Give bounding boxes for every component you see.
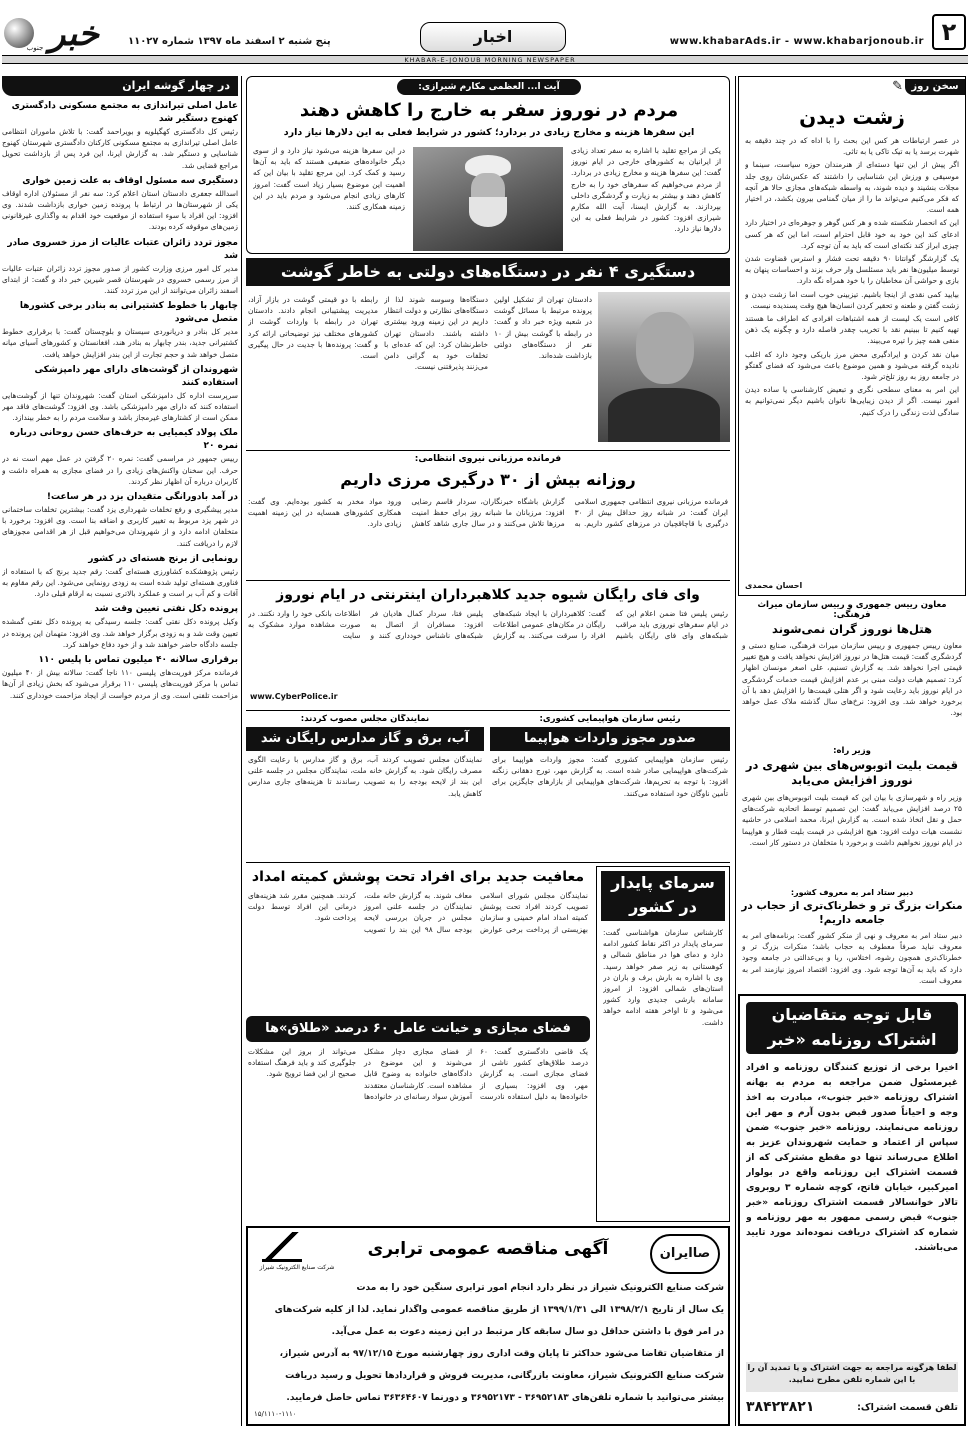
- subscription-footer: لطفا هرگونه مراجعه به جهت اشتراک و یا تمدید آن را با این شماره تلفن مطرح نمایید.: [746, 1362, 958, 1392]
- left-item-title: پرونده دکل نفتی تعیین وقت شد: [94, 604, 238, 615]
- left-item-body: وکیل پرونده دکل نفتی گفت: جلسه رسیدگی به پرونده دکل نفتی گمشده تعیین وقت شد و به زودی برگزار خواهد شد. وی افزود: متهمان این پرونده در جلسه دادگاه حاضر خواهند شد و از خود دفاع خواهند کرد.: [2, 617, 238, 649]
- tender-company: شرکت صنایع الکترونیک شیراز: [259, 1264, 335, 1271]
- tender-line6: بیشتر می‌توانید با شماره تلفن‌های ۳۶۹۵۲۱۸۳ - ۳۶۹۵۲۱۷۳ و دورنما ۳۶۳۶۴۶۰۷ تماس حاصل فرمایید.: [286, 1393, 724, 1403]
- left-item-title: مجوز تردد زائران عتبات عالیات از مرز خسروی صادر شد: [7, 237, 238, 261]
- date-issue: پنج شنبه ۲ اسفند ماه ۱۳۹۷ شماره ۱۱۰۲۷: [128, 36, 331, 47]
- hotels-kicker: معاون رییس جمهوری و رییس سازمان میراث فرهنگی:: [757, 600, 947, 620]
- subscription-box: [738, 994, 966, 1426]
- sokhan-p1: در عصر ارتباطات هر کس این بحث را با اداه که در چند دقیقه به شهرت برسد یا به تیک تاکی یا به تاثی.: [745, 136, 959, 157]
- arrest-col2: دستگاه‌ها وسوسه شوند لذا از دستگاه‌های نظارتی و دولت انتظار داریم در این زمینه ورود بیشتری داشته باشند. دادستان تهران خاطرنشان کرد: این که عده‌ای با تخلفات خود به گرانی دامن می‌زنند پذیرفتنی نیست.: [384, 295, 488, 372]
- sokhan-body: [745, 135, 959, 577]
- logo: [2, 14, 120, 56]
- schools-title: آب، برق و گاز مدارس رایگان شد: [246, 727, 484, 751]
- feather-icon: ✎: [892, 79, 903, 94]
- sokhan-title: زشت دیدن: [799, 105, 905, 129]
- subscription-phone: ۳۸۴۲۳۸۲۱: [746, 1399, 815, 1415]
- sokhan-header: [739, 77, 965, 97]
- logo-small: جنوب: [26, 44, 44, 52]
- left-item-body: رییس جمهور در مراسمی گفت: نمره ۲۰ گرفتن در عمل مهم است نه در حرف. این سخنان واکنش‌های زیادی را در فضای مجازی به همراه داشت و کاربران درباره آن اظهار نظر کردند.: [2, 454, 238, 486]
- tender-title: آگهی مناقصه عمومی ترابری: [367, 1239, 609, 1259]
- border-kicker: فرمانده مرزبانی نیروی انتظامی:: [414, 454, 562, 464]
- left-item-body: مدیر کل بنادر و دریانوردی سیستان و بلوچستان گفت: با برقراری خطوط کشتیرانی جدید، بندر چابهار به بنادر هند، افغانستان و کشورهای آسیای میانه متصل خواهد شد و حجم تجارت از این بندر افزایش خواهد یافت.: [2, 327, 238, 359]
- left-item-title: شهروندان از گوشت‌های دارای مهر دامپزشکی استفاده کنند: [34, 364, 238, 388]
- sokhan-p4: یک گزارشگر گوانتانا ۹۰ دقیقه تحت فشار و استرس قضاوت شدن توسط میلیون‌ها نفر باید مسئلسل وار حرف بزند و احساسات پنهان به بازی و حواشی آن مخاطبان را با خود همراه نگه دارد.: [745, 254, 959, 286]
- insurance-title: معافیت جدید برای افراد تحت پوشش کمیته امداد: [251, 869, 585, 885]
- sokhan-author: احسان محمدی: [745, 581, 803, 590]
- divorce-body: یک قاضی دادگستری گفت: ۶۰ درصد طلاق‌های کشور ناشی از فضای مجازی است. به گزارش مهر، وی افزود: بسیاری از خانواده‌ها به دلیل استفاده نادرست از فضای مجازی دچار مشکل می‌شوند و این موضوع در دادگاه‌های خانواده به وضوح قابل مشاهده است. کارشناسان معتقدند آموزش سواد رسانه‌ای در خانواده‌ها می‌تواند از بروز این مشکلات جلوگیری کند و باید فرهنگ استفاده صحیح از این فضا ترویج شود.: [248, 1047, 588, 1101]
- sokhan-rooz-box: [738, 76, 966, 596]
- tender-line1: شرکت صنایع الکترونیک شیراز در نظر دارد انجام امور ترابری سنگین خود را به مدت: [356, 1283, 724, 1293]
- sokhan-p7: میان نقد کردن و ایرادگیری محض مرز باریکی وجود دارد که اغلب نادیده گرفته می‌شود و همین موضوع باعث می‌شود که فضای گفتگو در جامعه روز به روز تلخ‌تر شود.: [745, 349, 959, 382]
- sokhan-p8: این امر به معنای سطحی نگری و تبعیض کارشناسی یا ساده دیدن امور نیست. اگر از دیدن زیبایی‌ها ناتوان باشیم دیگر نمی‌توانیم به سادگی لذت زندگی را درک کنیم.: [745, 385, 959, 417]
- bus-kicker: وزیر راه:: [833, 746, 871, 756]
- travel-col1: یکی از مراجع تقلید با اشاره به سفر تعداد زیادی از ایرانیان به کشورهای خارجی در ایام نوروز گفت: این سفرها هزینه و مخارج زیادی در بردارد. از مردم می‌خواهیم که سفرهای خود را به خارج کاهش دهند و بیشتر به زیارت و گردشگری داخلی بپردازند. به گزارش ایسنا، آیت الله مکارم شیرازی افزود: کشور در شرایط فعلی به این دلارها نیاز دارد.: [571, 146, 721, 234]
- hijab-title: منکرات بزرگ تر و خطرناک‌تری از حجاب در جامعه داریم!: [741, 900, 963, 926]
- bus-title: قیمت بلیت اتوبوس‌های بین شهری در نوروز افزایش می‌یابد: [745, 758, 959, 787]
- tender-line2: یک سال از تاریخ ۱۳۹۸/۲/۱ الی ۱۳۹۹/۱/۳۱ از طریق مناقصه عمومی واگذار نماید. لذا از کلیه شرکت‌های: [274, 1305, 724, 1315]
- left-item-body: رئیس کل دادگستری کهگیلویه و بویراحمد گفت: با تلاش ماموران انتظامی عامل اصلی تیراندازی به مجتمع مسکونی کارکنان دادگستری شهرستان کهنوج شناسایی و دستگیر شد. به گزارش ایرنا، این فرد پس از بازداشت تحویل مراجع قضایی شد.: [2, 127, 238, 170]
- beard-shape: [469, 197, 507, 227]
- tender-line3: در امر فوق با داشتن حداقل دو سال سابقه کار مرتبط در این زمینه دعوت به عمل می‌آید.: [331, 1327, 724, 1337]
- section-title: اخبار: [473, 27, 513, 46]
- travel-title: مردم در نوروز سفر به خارج را کاهش دهند: [299, 100, 679, 121]
- left-item-body: مدیر کل امور مرزی وزارت کشور از صدور مجوز تردد زائران عتبات عالیات از مرز رسمی خسروی در شهرستان قصر شیرین خبر داد و گفت: از ابتدای اسفند زائران می‌توانند از این مرز تردد کنند.: [2, 263, 238, 296]
- schools-body: نمایندگان مجلس تصویب کردند آب، برق و گاز مدارس با رعایت الگوی مصرف رایگان شود. به گزارش خانه ملت، نمایندگان مجلس در جلسه علنی این بند از لایحه بودجه را به تصویب رساندند تا هزینه‌های جاری مدارس کاهش یابد.: [248, 755, 482, 798]
- left-item-title: دستگیری سه مسئول اوقاف به علت زمین خواری: [22, 175, 238, 186]
- tender-code: ۱۵/۱۱۱۰-۱۱۱۰: [254, 1410, 297, 1418]
- left-item-title: عامل اصلی تیراندازی به مجتمع مسکونی دادگستری کهنوج دستگیر شد: [11, 101, 238, 124]
- schools-article: [246, 714, 484, 860]
- left-item-body: فرمانده مرکز فوریت‌های پلیسی ۱۱۰ ناجا گفت: سالانه بیش از ۴۰ میلیون تماس با مرکز فوریت‌های پلیسی ۱۱۰ برقرار می‌شود که بخش زیادی از آن‌ها مزاحمت تلفنی است. وی از مردم خواست از ایجاد مزاحمت خودداری کنند.: [2, 668, 238, 700]
- column-divider: [735, 76, 736, 1426]
- wifi-title: وای فای رایگان شیوه جدید کلاهبرداران اینترنتی در ایام نوروز: [276, 587, 700, 603]
- english-name: KHABAR-E-JONOUB MORNING NEWSPAPER: [404, 56, 576, 64]
- divider-line: [246, 862, 730, 863]
- left-item-body: سرپرست اداره کل دامپزشکی استان گفت: شهروندان تنها از گوشت‌هایی استفاده کنند که دارای مهر دامپزشکی باشد. وی افزود: گوشت‌های فاقد مهر ممکن است از کشتارهای غیرمجاز باشد و سلامت مردم را به خطر بیندازد.: [2, 390, 238, 423]
- sokhan-label: سخن روز: [905, 79, 965, 95]
- left-item-title: ملک پولاد کیمیایی به حرف‌های حسن روحانی درباره نمره ۲۰: [9, 428, 238, 452]
- site-urls: www.khabarAds.ir - www.khabarjonoub.ir: [669, 36, 924, 47]
- company-logo-icon: [262, 1232, 302, 1262]
- subscription-title: قابل توجه متقاضیان اشتراک روزنامه «خبر: [746, 1002, 958, 1054]
- border-title: روزانه بیش از ۳۰ درگیری مرزی داریم: [340, 470, 636, 489]
- cleric-photo: [413, 147, 563, 251]
- sokhan-p5: بیایید کمی نقدی از اینجا باشیم. تیزبینی خوب است اما زشت دیدن و زشت گفتن و طعنه و تحقیر کردن انسان‌ها هیچ وقت پسندیده نیست.: [745, 289, 959, 310]
- left-item-title: در آمد بادورانگی متقیدان بزد در هر ساعت!: [46, 492, 238, 503]
- left-item-title: برقراری سالانه ۴۰ میلیون تماس با پلیس ۱۱۰: [38, 655, 238, 666]
- divider-line: [246, 450, 730, 451]
- left-item-body: اسدالله جعفری دادستان استان اعلام کرد: سه نفر از مسئولان اداره اوقاف یکی از شهرستان‌ها در ارتباط با پرونده زمین خواری بازداشت شدند. وی افزود: این افراد با سوء استفاده از موقعیت خود اقدام به واگذاری غیرقانونی زمین‌های موقوفه کرده بودند.: [2, 188, 238, 232]
- border-body: فرمانده مرزبانی نیروی انتظامی جمهوری اسلامی ایران گفت: در شبانه روز حداقل بیش از ۳۰ درگیری با قاچاقچیان در مرزهای کشور داریم. به گزارش باشگاه خبرنگاران، سردار قاسم رضایی افزود: مرزبانان ما شبانه روز برای حفظ امنیت مرزها تلاش می‌کنند و در سال جاری شاهد کاهش ورود مواد مخدر به کشور بوده‌ایم. وی گفت: همکاری کشورهای همسایه در این زمینه اهمیت زیادی دارد.: [248, 497, 728, 529]
- page-number: ۲: [941, 18, 957, 46]
- travel-kicker: آیت ا... العظمی مکارم شیرازی:: [397, 79, 581, 95]
- tender-logo: صاایران: [659, 1246, 711, 1261]
- divider-line: [246, 580, 730, 581]
- column-divider: [241, 76, 242, 1426]
- bus-body: وزیر راه و شهرسازی با بیان این که قیمت بلیت اتوبوس‌های بین شهری ۲۵ درصد افزایش می‌یابد گفت: این تصمیم توسط اتحادیه شرکت‌های حمل و نقل اتخاذ شده است. به گزارش ایرنا، محمد اسلامی در حاشیه نشست هیات دولت افزود: هیچ افزایشی در قیمت بلیت قطار و هواپیما در ایام نوروز نخواهیم داشت و برخورد با متخلفان در دستور کار است.: [742, 793, 962, 847]
- divorce-title: فضای مجازی و خیانت عامل ۶۰ درصد «طلاق»ها: [246, 1016, 590, 1042]
- hotels-body: معاون رییس جمهوری و رییس سازمان میراث فرهنگی، صنایع دستی و گردشگری گفت: قیمت هتل‌ها در نوروز افزایش نخواهد یافت و هیچ تغییر قیمتی اجرا نخواهد شد. به گزارش تسنیم، علی اصغر مونسان اظهار کرد: تصمیم هیات دولت مبنی بر عدم افزایش قیمت خدمات گردشگری در ایام نوروز باید رعایت شود و اگر هتلی قیمت‌ها را افزایش دهد با آن برخورد خواهد شد. وی افزود: نرخ‌های سال گذشته ملاک عمل خواهد بود.: [742, 641, 962, 718]
- subscription-body: اخیرا برخی از توزیع کنندگان روزنامه و افراد غیرمسئول ضمن مراجعه به مردم به بهانه اشتراک روزنامه «خبر جنوب»، مبادرت به اخذ وجه و احیاناً صدور قبض بدون آرم و مهر این روزنامه می‌نمایند. روزنامه «خبر جنوب» ضمن سپاس از اعتماد و حمایت شهروندان عزیز به اطلاع می‌رساند تنها دو مقطع مشترکی که از قسمت اشتراک این روزنامه واقع در بولوار امیرکبیر، خیابان فاتح، کوچه شماره ۳ روبروی تالار خوانسالار قسمت اشتراک روزنامه «خبر جنوب» قبض رسمی ممهور به مهر روزنامه و شماره کد اشتراک دریافت نموده‌اند مورد تایید می‌باشند.: [746, 1062, 958, 1253]
- hijab-kicker: دبیر ستاد امر به معروف کشور:: [790, 888, 914, 897]
- sokhan-p2: اگر پیش از این تنها دسته‌ای از هنرمندان حوزه سیاست، سینما و موسیقی و ورزش این شناسایی را داشتند که عکس‌شان روی جلد مجلات بنشیند و دیده شوند، به واسطه شبکه‌های مجازی حالا هر آنچه که فکر می‌کنیم می‌تواند ما را از میان گمنامی بیرون بکشد، در اختیار همه است.: [745, 160, 959, 215]
- left-column-header: در چهار گوشه ایران: [2, 76, 238, 96]
- cold-body: کارشناس سازمان هواشناسی گفت: سرمای پایدار در اکثر نقاط کشور ادامه دارد و دمای هوا در مناطق شمالی و کوهستانی به زیر صفر خواهد رسید. وی با اشاره به بارش برف و باران در استان‌های شمالی افزود: از امروز سامانه بارشی جدیدی وارد کشور می‌شود و تا اواخر هفته ادامه خواهد داشت.: [603, 928, 723, 1027]
- sokhan-p6: کافی است یک لیست از همه اشتباهات افرادی که اطراف ما هستند تهیه کنیم تا ببینیم نقد با تخریب چقدر فاصله دارد و چگونه یک ذهن منفی همه چیز را تیره می‌بیند.: [745, 314, 959, 346]
- tender-line5: شرکت صنایع الکترونیک شیراز، معاونت بازرگانی، مدیریت فروش و قراردادها تحویل و رسید دریافت: [285, 1371, 724, 1381]
- masthead: [0, 0, 970, 76]
- tender-line4: از متقاضیان تقاضا می‌شود حداکثر تا پایان وقت اداری روز چهارشنبه مورخ ۹۷/۱۲/۱۵ به آدرس شیراز،: [279, 1349, 724, 1359]
- airplane-body: رئیس سازمان هواپیمایی کشوری گفت: مجوز واردات هواپیما برای شرکت‌های هواپیمایی صادر شده است. به گزارش مهر، تورج دهقانی زنگنه افزود: با توجه به تحریم‌ها، شرکت‌های هواپیمایی از بازارهای جایگزین برای تأمین ناوگان خود استفاده می‌کنند.: [492, 755, 728, 798]
- suit-shape: [608, 388, 720, 442]
- divider-line: [246, 710, 730, 711]
- cyberpolice-site: www.CyberPolice.ir: [250, 692, 338, 701]
- arrest-col1: دادستان تهران از تشکیل اولین پرونده مرتبط با مسائل گوشت در شعبه ویژه خبر داد و گفت: در رابطه با گوشت بیش از ۱۰ نفر از دستگاه‌های دولتی بازداشت شده‌اند.: [494, 295, 592, 361]
- left-item-body: رئیس پژوهشکده کشاورزی هسته‌ای گفت: رقم جدید برنج که با استفاده از فناوری هسته‌ای تولید شده است به زودی رونمایی می‌شود. این رقم مقاوم به آفات و کم آب بر است و عملکرد بالاتری نسبت به ارقام قبلی دارد.: [2, 566, 238, 599]
- travel-subtitle: این سفرها هزینه و مخارج زیادی در بردارد؛ کشور در شرایط فعلی به این دلارها نیاز دارد: [283, 127, 695, 138]
- arrest-title: دستگیری ۴ نفر در دستگاه‌های دولتی به خاطر گوشت: [246, 258, 730, 286]
- airplane-article: [490, 714, 730, 860]
- travel-col2: در این سفرها هزینه می‌شود نیاز دارد و از سوی دیگر خانواده‌های ضعیفی هستند که باید به آن‌ها رسید و کمک کرد. این مرجع تقلید با بیان این که اهمیت این موضوع بسیار زیاد است گفت: امروز کارهای زیادی انجام می‌شود و مردم باید در این زمینه همکاری کنند.: [253, 146, 405, 212]
- subscription-phone-label: تلفن قسمت اشتراک:: [857, 1402, 958, 1413]
- left-column: [2, 76, 238, 1426]
- logo-text: خبر: [48, 14, 100, 54]
- cold-title: سرمای پایدار در کشور: [601, 871, 725, 921]
- sokhan-p3: این که انحصار شکسته شده و هر کس گوهر و جوهره‌ای در اختیار دارد ادعای کند این خود به خود قابل احترام است، اما این که هر کسی چیزی ابراز کند نکته‌ای است که باید به آن توجه کرد.: [745, 218, 959, 250]
- prosecutor-photo: [598, 292, 730, 442]
- airplane-kicker: رئیس سازمان هواپیمایی کشوری:: [539, 714, 681, 724]
- hijab-article: [738, 888, 966, 988]
- wifi-body: رئیس پلیس فتا ضمن اعلام این که در ایام سفرهای نوروزی باید مراقب شبکه‌های وای فای رایگان باشیم گفت: کلاهبرداران با ایجاد شبکه‌های رایگان در مکان‌های عمومی اطلاعات افراد را سرقت می‌کنند. به گزارش پلیس فتا، سردار کمال هادیان فر افزود: مسافران از اتصال به شبکه‌های ناشناس خودداری کنند و اطلاعات بانکی خود را وارد نکنند. در صورت مشاهده موارد مشکوک به سایت: [248, 609, 728, 641]
- tender-ad: [246, 1226, 730, 1426]
- schools-kicker: نمایندگان مجلس مصوب کردند:: [300, 714, 430, 724]
- hotels-title: هتل‌ها نوروز گران نمی‌شوند: [772, 622, 932, 636]
- airplane-title: صدور مجوز واردات هواپیما: [490, 727, 730, 751]
- left-item-title: چابهار با خطوط کشتیرانی به بنادر برخی کشورها متصل می‌شود: [19, 301, 238, 325]
- bus-article: [738, 746, 966, 884]
- arrest-col3: رابطه با دو قیمتی گوشت در بازار آزاد، مدیریت پیشتیبانی انجام دادند. دادستان تهران در رابطه با واردات گوشت از کشورهای مختلف نیز توضیحاتی ارائه کرد و گفت: پرونده‌ها با جدیت در حال پیگیری است.: [248, 295, 378, 361]
- hotels-article: [738, 600, 966, 740]
- insurance-body: نمایندگان مجلس شورای اسلامی تصویب کردند افراد تحت پوشش کمیته امداد امام خمینی و سازمان بهزیستی از پرداخت برخی عوارض معاف شوند. به گزارش خانه ملت، نمایندگان در جلسه علنی امروز مجلس در جریان بررسی لایحه بودجه سال ۹۸ این بند را تصویب کردند. همچنین مقرر شد هزینه‌های درمانی این افراد توسط دولت پرداخت شود.: [248, 891, 588, 934]
- head-shape: [636, 312, 694, 384]
- hijab-body: دبیر ستاد امر به معروف و نهی از منکر کشور گفت: برنامه‌های امر به معروف نباید صرفاً معطوف به حجاب باشد؛ منکرات بزرگ تر و خطرناک‌تری همچون رشوه، اختلاس، ربا و بی‌عدالتی در جامعه وجود دارد که باید به آن‌ها توجه شود. وی افزود: اقتصاد امروز نیازمند امر به معروف است.: [742, 931, 962, 985]
- cold-box: [596, 866, 730, 1222]
- left-item-title: رونمایی از برنج هسته‌ای در کشور: [88, 553, 238, 564]
- left-item-body: مدیر پیشگیری و رفع تخلفات شهرداری یزد گفت: بیشترین تخلفات ساختمانی در شهر یزد مربوط به تغییر کاربری و اضافه بنا است. وی افزود: برخورد با متخلفان ادامه دارد و از شهروندان می‌خواهیم قبل از هر اقدامی مجوزهای لازم را دریافت کنند.: [2, 505, 238, 548]
- travel-article: [246, 76, 730, 254]
